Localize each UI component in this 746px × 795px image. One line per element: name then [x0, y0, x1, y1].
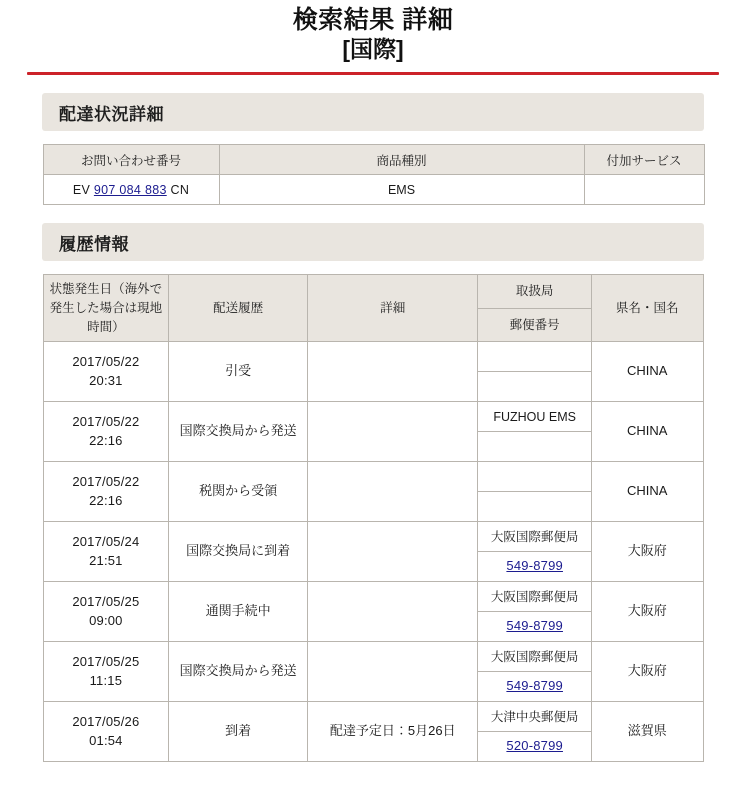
status-time-value: 20:31: [89, 372, 123, 388]
cell-postal-code: [478, 612, 592, 642]
cell-status-date: [43, 342, 169, 402]
table-row: [43, 462, 703, 492]
tracking-number-link[interactable]: 907 084 883: [93, 182, 167, 197]
cell-detail: [308, 342, 478, 402]
tracking-suffix: CN: [170, 182, 190, 197]
summary-header-row: [43, 145, 704, 175]
cell-detail: [308, 462, 478, 522]
summary-table-body: [43, 175, 704, 205]
column-header-shipping-history: 配送履歴: [169, 275, 308, 342]
postal-code-link[interactable]: 549-8799: [506, 618, 563, 634]
table-row: [43, 402, 703, 432]
cell-office: 大阪国際郵便局: [478, 522, 592, 552]
cell-detail: 配達予定日：5月26日: [308, 702, 478, 762]
history-table-wrap: [43, 274, 704, 762]
cell-shipping-history: 通関手続中: [169, 582, 308, 642]
status-time-value: 09:00: [89, 612, 123, 628]
cell-prefecture-country: 滋賀県: [591, 702, 703, 762]
summary-table: [43, 144, 705, 205]
cell-office: [478, 462, 592, 492]
cell-office: 大阪国際郵便局: [478, 642, 592, 672]
cell-postal-code: [478, 732, 592, 762]
history-table-head: [43, 275, 703, 342]
summary-table-head: [43, 145, 704, 175]
cell-prefecture-country: CHINA: [591, 342, 703, 402]
section-title-delivery-status: 配達状況詳細: [59, 104, 164, 124]
column-header-tracking-number: お問い合わせ番号: [43, 145, 219, 175]
cell-tracking-number: [43, 175, 219, 205]
status-date-value: 2017/05/24: [72, 534, 140, 549]
cell-shipping-history: 国際交換局に到着: [169, 522, 308, 582]
summary-table-wrap: [43, 144, 704, 205]
cell-prefecture-country: 大阪府: [591, 582, 703, 642]
cell-shipping-history: 国際交換局から発送: [169, 402, 308, 462]
section-header-delivery-status: [42, 93, 704, 131]
table-row: [43, 522, 703, 552]
cell-prefecture-country: 大阪府: [591, 522, 703, 582]
cell-extra-service: [584, 175, 704, 205]
postal-code-link[interactable]: 549-8799: [506, 678, 563, 694]
column-header-detail: 詳細: [308, 275, 478, 342]
status-date-value: 2017/05/22: [72, 414, 140, 429]
cell-shipping-history: 税関から受領: [169, 462, 308, 522]
tracking-prefix: EV: [72, 182, 91, 197]
table-row: [43, 175, 704, 205]
title-divider: [27, 72, 719, 75]
cell-office: 大津中央郵便局: [478, 702, 592, 732]
cell-office: 大阪国際郵便局: [478, 582, 592, 612]
cell-detail: [308, 642, 478, 702]
cell-postal-code: [478, 432, 592, 462]
postal-code-link[interactable]: 549-8799: [506, 558, 563, 574]
table-row: [43, 342, 703, 372]
column-header-office: 取扱局: [478, 275, 592, 309]
table-row: [43, 642, 703, 672]
cell-detail: [308, 402, 478, 462]
status-time-value: 01:54: [89, 732, 123, 748]
column-header-product-type: 商品種別: [219, 145, 584, 175]
cell-prefecture-country: 大阪府: [591, 642, 703, 702]
cell-shipping-history: 到着: [169, 702, 308, 762]
status-time-value: 22:16: [89, 492, 123, 508]
status-time-value: 21:51: [89, 552, 123, 568]
cell-shipping-history: 引受: [169, 342, 308, 402]
status-date-value: 2017/05/22: [72, 354, 140, 369]
cell-detail: [308, 522, 478, 582]
page-subtitle: [国際]: [342, 35, 404, 62]
section-title-history: 履歴情報: [59, 234, 129, 254]
cell-office: [478, 342, 592, 372]
page-title-block: [0, 0, 746, 63]
cell-postal-code: [478, 552, 592, 582]
cell-status-date: [43, 642, 169, 702]
cell-status-date: [43, 582, 169, 642]
cell-detail: [308, 582, 478, 642]
cell-status-date: [43, 462, 169, 522]
status-date-value: 2017/05/26: [72, 714, 140, 729]
cell-prefecture-country: CHINA: [591, 402, 703, 462]
history-table-body: [43, 342, 703, 762]
cell-shipping-history: 国際交換局から発送: [169, 642, 308, 702]
postal-code-link[interactable]: 520-8799: [506, 738, 563, 754]
cell-status-date: [43, 702, 169, 762]
section-header-history: [42, 223, 704, 261]
cell-product-type: EMS: [219, 175, 584, 205]
history-header-row-top: [43, 275, 703, 309]
cell-status-date: [43, 402, 169, 462]
column-header-postal-code: 郵便番号: [478, 308, 592, 342]
cell-prefecture-country: CHINA: [591, 462, 703, 522]
cell-postal-code: [478, 672, 592, 702]
status-time-value: 11:15: [89, 672, 123, 688]
cell-postal-code: [478, 492, 592, 522]
cell-status-date: [43, 522, 169, 582]
status-time-value: 22:16: [89, 432, 123, 448]
status-date-value: 2017/05/25: [72, 654, 140, 669]
column-header-extra-service: 付加サービス: [584, 145, 704, 175]
status-date-value: 2017/05/22: [72, 474, 140, 489]
status-date-value: 2017/05/25: [72, 594, 140, 609]
column-header-status-date: 状態発生日（海外で発生した場合は現地時間）: [43, 275, 169, 342]
cell-postal-code: [478, 372, 592, 402]
table-row: [43, 702, 703, 732]
column-header-prefecture-country: 県名・国名: [591, 275, 703, 342]
page-title: 検索結果 詳細: [292, 6, 454, 34]
history-table: [43, 274, 704, 762]
table-row: [43, 582, 703, 612]
cell-office: FUZHOU EMS: [478, 402, 592, 432]
